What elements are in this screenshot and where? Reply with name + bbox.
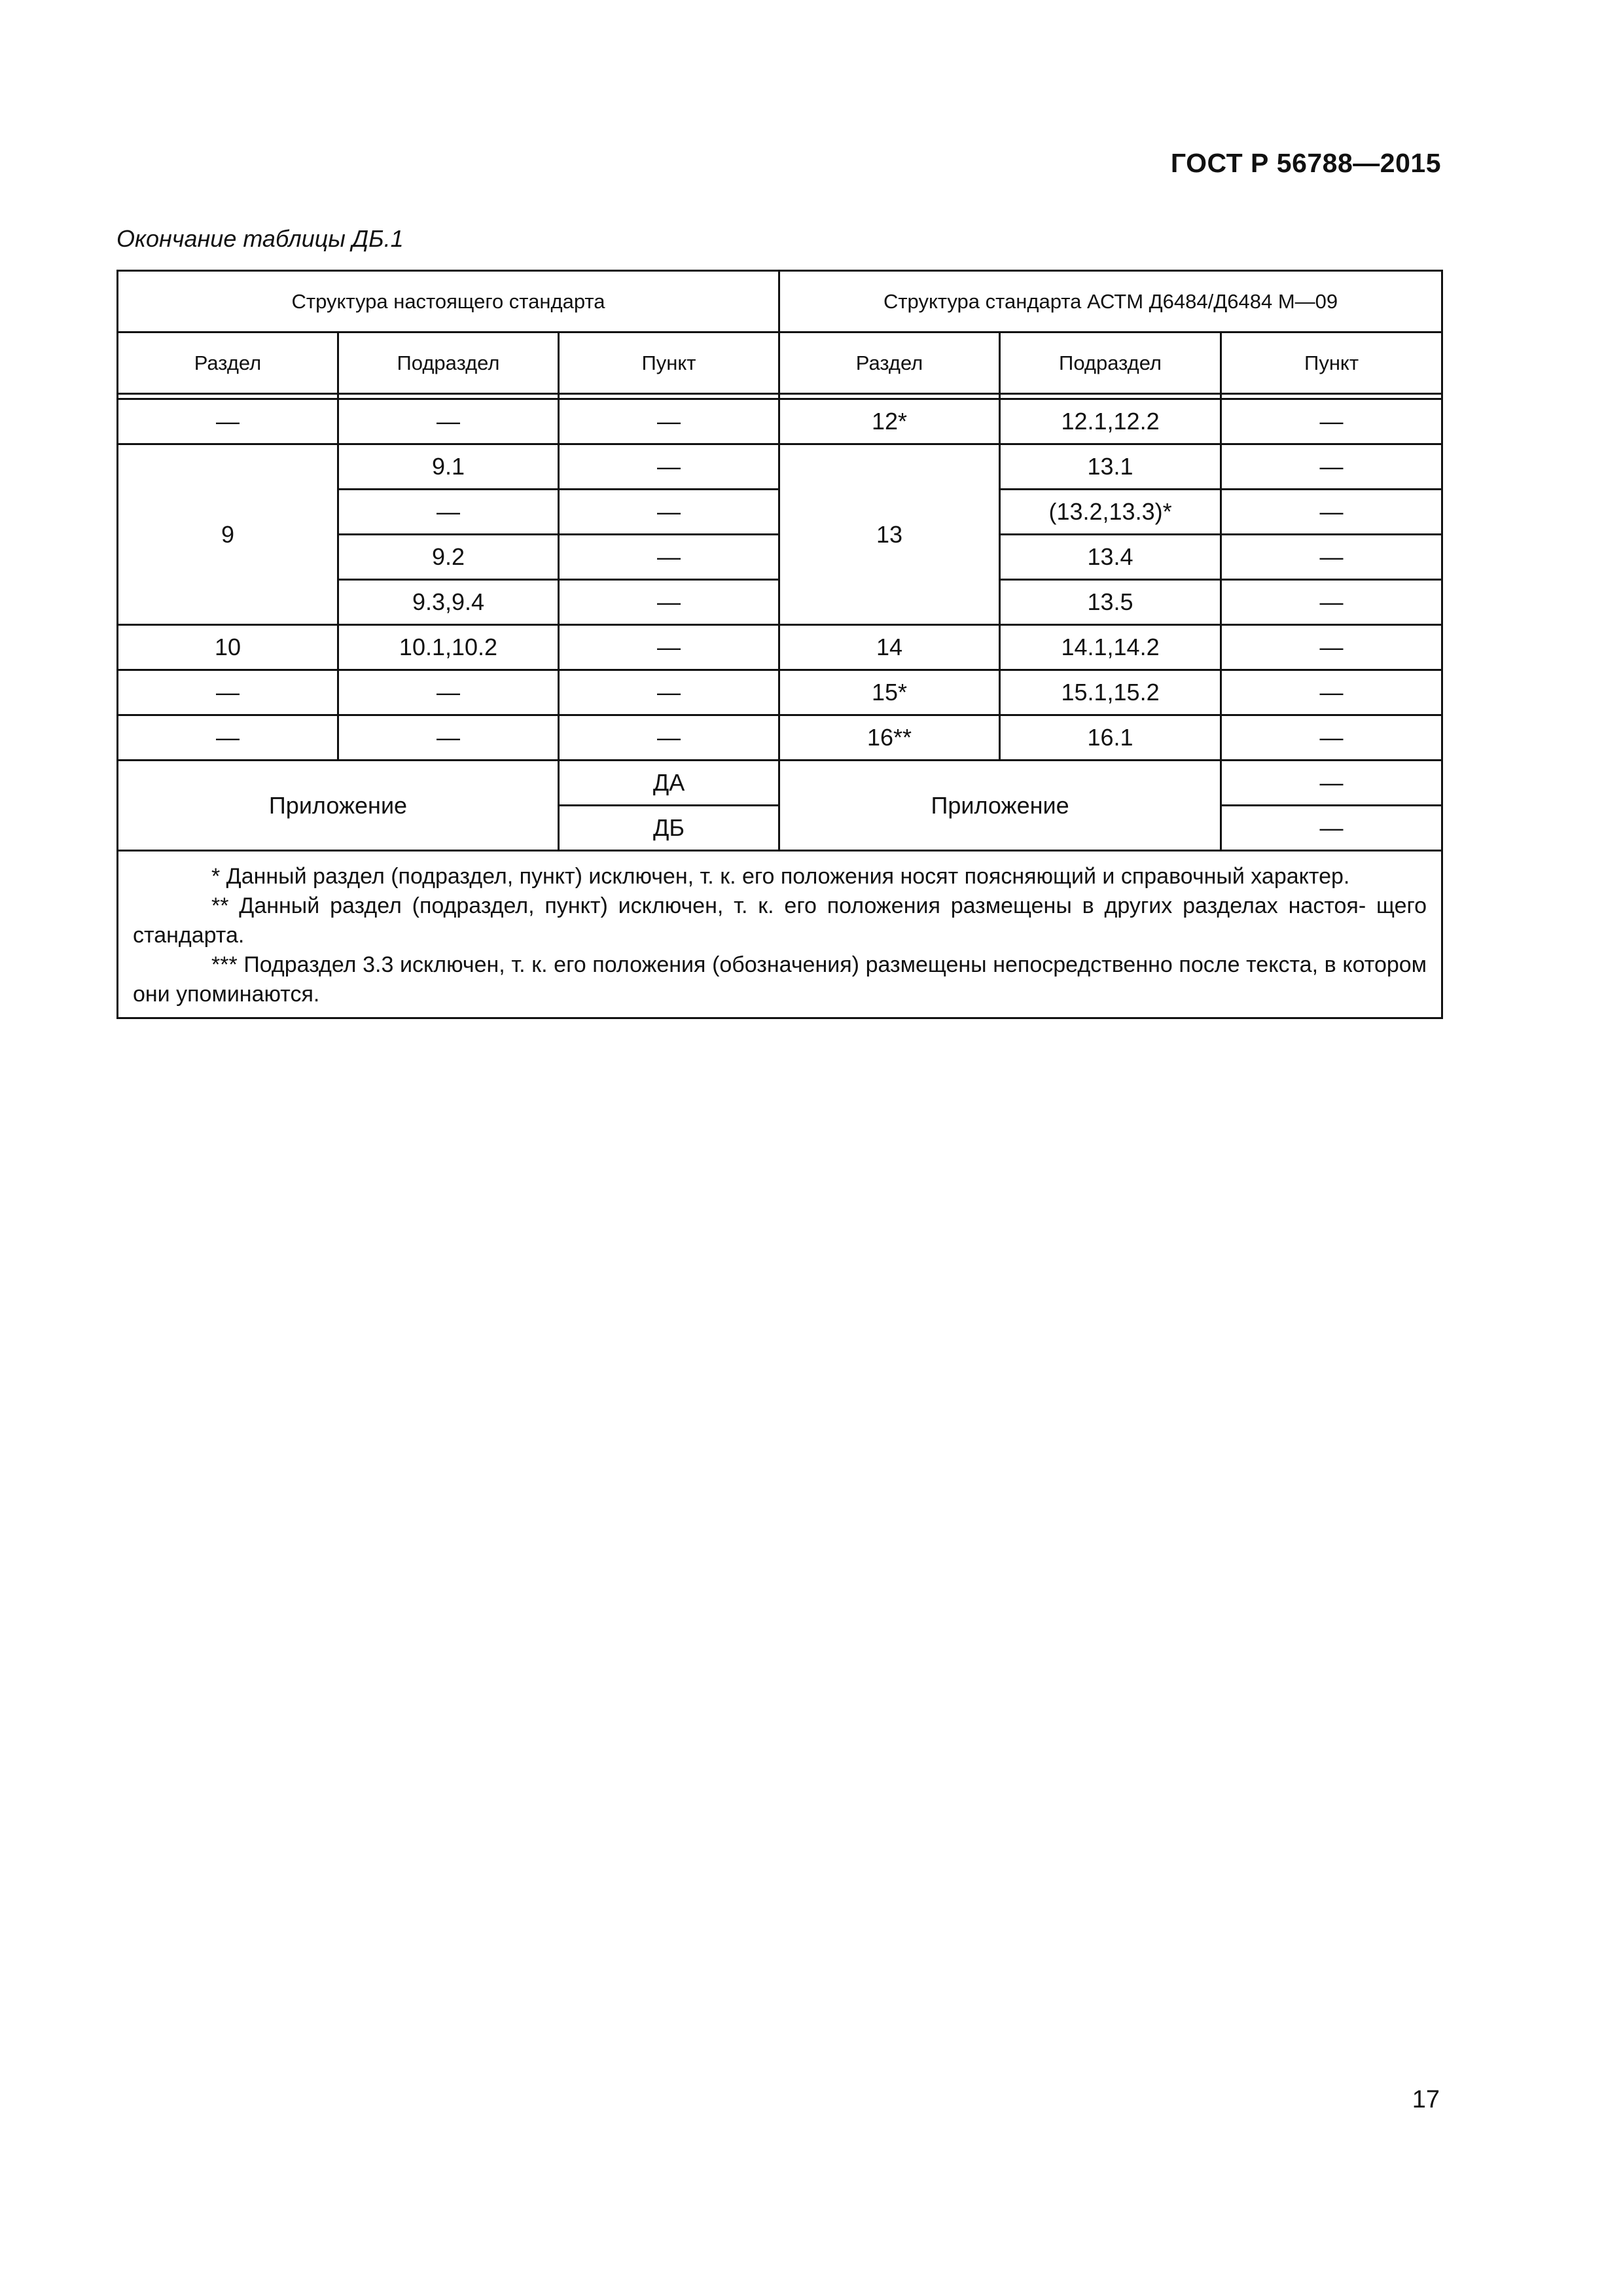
- table-cell: —: [338, 670, 559, 715]
- table-cell: —: [1221, 670, 1442, 715]
- table-cell: —: [118, 670, 338, 715]
- table-cell: —: [1221, 399, 1442, 444]
- table-cell: —: [1221, 444, 1442, 490]
- appendix-item: ДА: [559, 761, 779, 806]
- table-cell: 13.1: [1000, 444, 1221, 490]
- table-cell: —: [559, 715, 779, 761]
- table-cell: —: [559, 399, 779, 444]
- table-caption: Окончание таблицы ДБ.1: [116, 225, 404, 252]
- comparison-table: [116, 270, 1443, 1019]
- table-cell: 15*: [779, 670, 1000, 715]
- appendix-row: [118, 761, 1442, 806]
- table-cell: (13.2,13.3)*: [1000, 490, 1221, 535]
- footnote: ** Данный раздел (подраздел, пункт) исключен, т. к. его положения размещены в других разделах настоя- щего стандарта.: [133, 893, 1427, 948]
- table-cell: —: [1221, 625, 1442, 670]
- table-cell: —: [559, 580, 779, 625]
- table-column-header-row: [118, 332, 1442, 394]
- section-cell-merged: 13: [779, 444, 1000, 625]
- table-cell: —: [338, 715, 559, 761]
- group-header-astm-standard: Структура стандарта АСТМ Д6484/Д6484 М—09: [779, 271, 1442, 332]
- table-cell: —: [1221, 535, 1442, 580]
- table-row: [118, 399, 1442, 444]
- column-header: Пункт: [559, 332, 779, 394]
- appendix-item: —: [1221, 761, 1442, 806]
- table-cell: —: [118, 399, 338, 444]
- table-cell: 14.1,14.2: [1000, 625, 1221, 670]
- table-cell: —: [118, 715, 338, 761]
- table-cell: 12.1,12.2: [1000, 399, 1221, 444]
- table-cell: 9.3,9.4: [338, 580, 559, 625]
- table-cell: 12*: [779, 399, 1000, 444]
- table-cell: —: [1221, 580, 1442, 625]
- table-row: [118, 715, 1442, 761]
- document-code: ГОСТ Р 56788—2015: [1170, 148, 1441, 178]
- table-row: [118, 625, 1442, 670]
- page-number: 17: [1412, 2086, 1440, 2113]
- table-cell: 16**: [779, 715, 1000, 761]
- table-cell: 9.2: [338, 535, 559, 580]
- appendix-item: ДБ: [559, 806, 779, 851]
- table-cell: —: [338, 399, 559, 444]
- table-group-header-row: [118, 271, 1442, 332]
- group-header-current-standard: Структура настоящего стандарта: [118, 271, 779, 332]
- column-header: Пункт: [1221, 332, 1442, 394]
- section-cell-merged: 9: [118, 444, 338, 625]
- table-row: [118, 670, 1442, 715]
- table-cell: 10.1,10.2: [338, 625, 559, 670]
- table-cell: —: [559, 670, 779, 715]
- table-cell: 16.1: [1000, 715, 1221, 761]
- table-cell: —: [559, 625, 779, 670]
- table-notes: [118, 851, 1442, 1018]
- table-cell: 10: [118, 625, 338, 670]
- table-cell: —: [338, 490, 559, 535]
- footnote: * Данный раздел (подраздел, пункт) исключен, т. к. его положения носят поясняющий и справочный характер.: [211, 864, 1350, 889]
- table-row: [118, 444, 1442, 490]
- notes-row: [118, 851, 1442, 1018]
- column-header: Раздел: [779, 332, 1000, 394]
- table-cell: 15.1,15.2: [1000, 670, 1221, 715]
- table-cell: 9.1: [338, 444, 559, 490]
- table-cell: 14: [779, 625, 1000, 670]
- header-separator: [118, 394, 1442, 399]
- table-cell: —: [1221, 715, 1442, 761]
- column-header: Подраздел: [1000, 332, 1221, 394]
- column-header: Раздел: [118, 332, 338, 394]
- column-header: Подраздел: [338, 332, 559, 394]
- appendix-item: —: [1221, 806, 1442, 851]
- table-cell: 13.4: [1000, 535, 1221, 580]
- table-cell: —: [559, 535, 779, 580]
- table-cell: —: [559, 444, 779, 490]
- table-cell: 13.5: [1000, 580, 1221, 625]
- footnote: *** Подраздел 3.3 исключен, т. к. его положения (обозначения) размещены непосредственно после текста, в котором они упоминаются.: [133, 952, 1427, 1007]
- appendix-label-right: Приложение: [779, 761, 1221, 851]
- table-cell: —: [1221, 490, 1442, 535]
- appendix-label-left: Приложение: [118, 761, 559, 851]
- table-cell: —: [559, 490, 779, 535]
